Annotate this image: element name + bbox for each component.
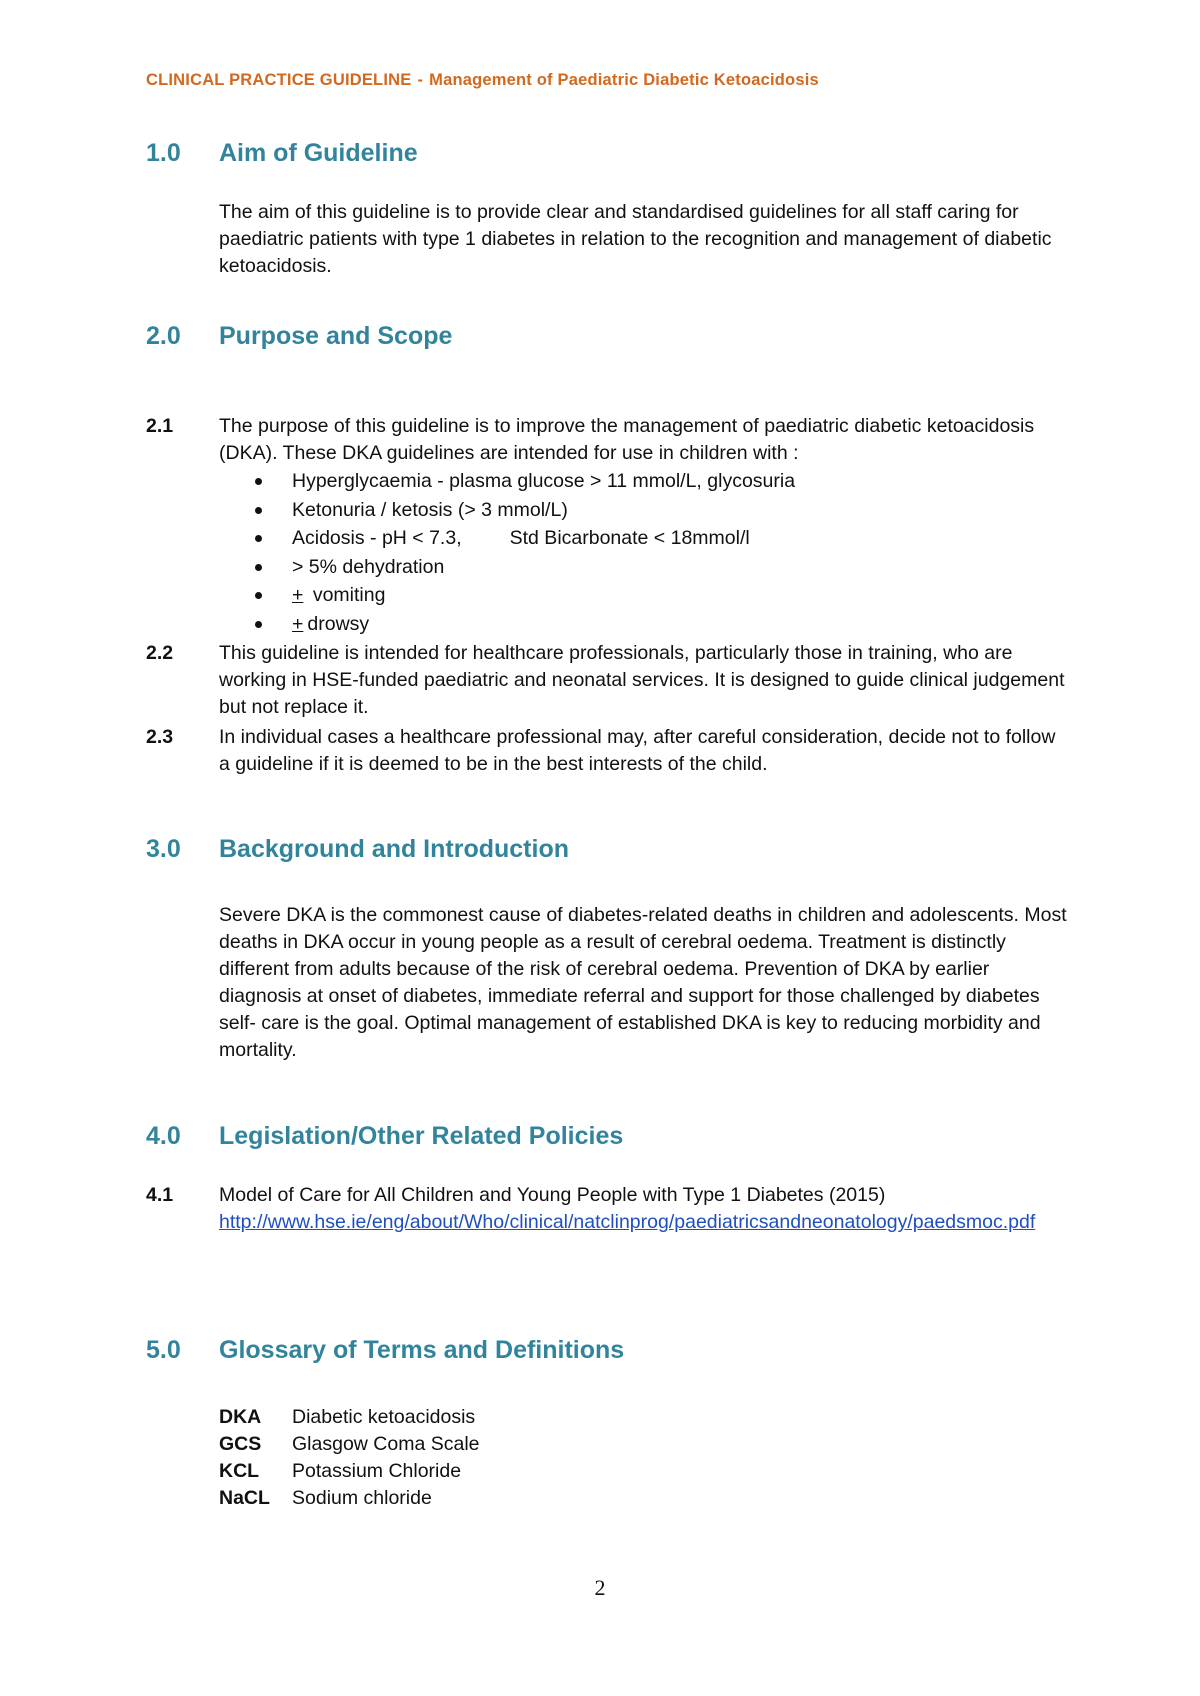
item-number: 2.3 [146, 726, 174, 748]
running-header [146, 71, 819, 90]
list-item: Ketonuria / ketosis (> 3 mmol/L) [219, 496, 795, 525]
glossary-row [219, 1458, 480, 1485]
section-title: Background and Introduction [219, 835, 569, 863]
numbered-item-2-1 [146, 413, 1076, 467]
glossary-definition: Diabetic ketoacidosis [292, 1406, 476, 1428]
item-text: The purpose of this guideline is to improve the management of paediatric diabetic ketoacidosis (DKA). These DKA guidelines are intended for use in children with : [219, 415, 1035, 464]
criteria-bullet-list [219, 467, 795, 638]
section-heading-aim [146, 139, 418, 168]
section-title: Glossary of Terms and Definitions [219, 1336, 625, 1364]
bullet-icon [255, 592, 262, 599]
list-item: Acidosis - pH < 7.3, Std Bicarbonate < 18mmol/l [219, 524, 795, 553]
section-heading-glossary [146, 1336, 624, 1365]
numbered-item-2-2 [146, 640, 1076, 721]
section-heading-legislation [146, 1122, 623, 1151]
item-number: 2.1 [146, 415, 174, 437]
section-title: Aim of Guideline [219, 139, 418, 167]
list-item: + vomiting [219, 581, 795, 610]
bullet-icon [255, 621, 262, 628]
numbered-item-4-1 [146, 1182, 1076, 1236]
glossary-row [219, 1485, 480, 1512]
item-number: 2.2 [146, 642, 174, 664]
glossary-definition: Sodium chloride [292, 1487, 432, 1509]
plus-minus-symbol: + [292, 612, 304, 635]
glossary-abbreviation: KCL [219, 1460, 260, 1482]
aim-paragraph: The aim of this guideline is to provide clear and standardised guidelines for all staff caring for paediatric patients with type 1 diabetes in relation to the recognition and management of diabetic ketoacidosis. [219, 201, 1052, 277]
item-number: 4.1 [146, 1184, 174, 1206]
section-heading-purpose [146, 322, 452, 351]
glossary-abbreviation: DKA [219, 1406, 262, 1428]
bullet-icon [255, 535, 262, 542]
plus-minus-symbol: + [292, 584, 304, 606]
bullet-icon [255, 564, 262, 571]
section-number: 5.0 [146, 1336, 181, 1364]
bullet-icon [255, 478, 262, 485]
numbered-item-2-3 [146, 724, 1076, 778]
glossary-abbreviation: NaCL [219, 1487, 270, 1509]
item-text: In individual cases a healthcare professional may, after careful consideration, decide not to follow a guideline if it is deemed to be in the best interests of the child. [219, 726, 1056, 775]
section-number: 1.0 [146, 139, 181, 167]
section-number: 3.0 [146, 835, 181, 863]
glossary-definition: Glasgow Coma Scale [292, 1433, 480, 1455]
section-heading-background [146, 835, 569, 864]
glossary-abbreviation: GCS [219, 1433, 262, 1455]
glossary-row [219, 1404, 480, 1431]
list-item: > 5% dehydration [219, 553, 795, 582]
item-text: This guideline is intended for healthcare professionals, particularly those in training, who are working in HSE-funded paediatric and neonatal services. It is designed to guide clinical judgement but not replace it. [219, 642, 1065, 718]
page-number: 2 [594, 1575, 606, 1600]
policy-link[interactable]: http://www.hse.ie/eng/about/Who/clinical/natclinprog/paediatricsandneonatology/paedsmoc.pdf [219, 1211, 1036, 1233]
running-header-left: CLINICAL PRACTICE GUIDELINE [146, 71, 412, 89]
list-item: + drowsy [219, 610, 795, 639]
glossary-list [219, 1404, 480, 1512]
list-item: Hyperglycaemia - plasma glucose > 11 mmol/L, glycosuria [219, 467, 795, 496]
bullet-icon [255, 507, 262, 514]
section-title: Legislation/Other Related Policies [219, 1122, 624, 1150]
running-header-separator: - [417, 71, 424, 89]
glossary-row [219, 1431, 480, 1458]
section-title: Purpose and Scope [219, 322, 453, 350]
section-number: 4.0 [146, 1122, 181, 1150]
policy-reference: Model of Care for All Children and Young People with Type 1 Diabetes (2015) [219, 1184, 886, 1206]
glossary-definition: Potassium Chloride [292, 1460, 462, 1482]
running-header-right: Management of Paediatric Diabetic Ketoacidosis [429, 71, 819, 89]
background-paragraph: Severe DKA is the commonest cause of diabetes-related deaths in children and adolescents. Most deaths in DKA occur in young people as a result of cerebral oedema. Treatment is distinctly different from adults because of the risk of cerebral oedema. Prevention of DKA by earlier diagnosis at onset of diabetes, immediate referral and support for those challenged by diabetes self- care is the goal. Optimal management of established DKA is key to reducing morbidity and mortality. [219, 904, 1067, 1061]
section-number: 2.0 [146, 322, 181, 350]
